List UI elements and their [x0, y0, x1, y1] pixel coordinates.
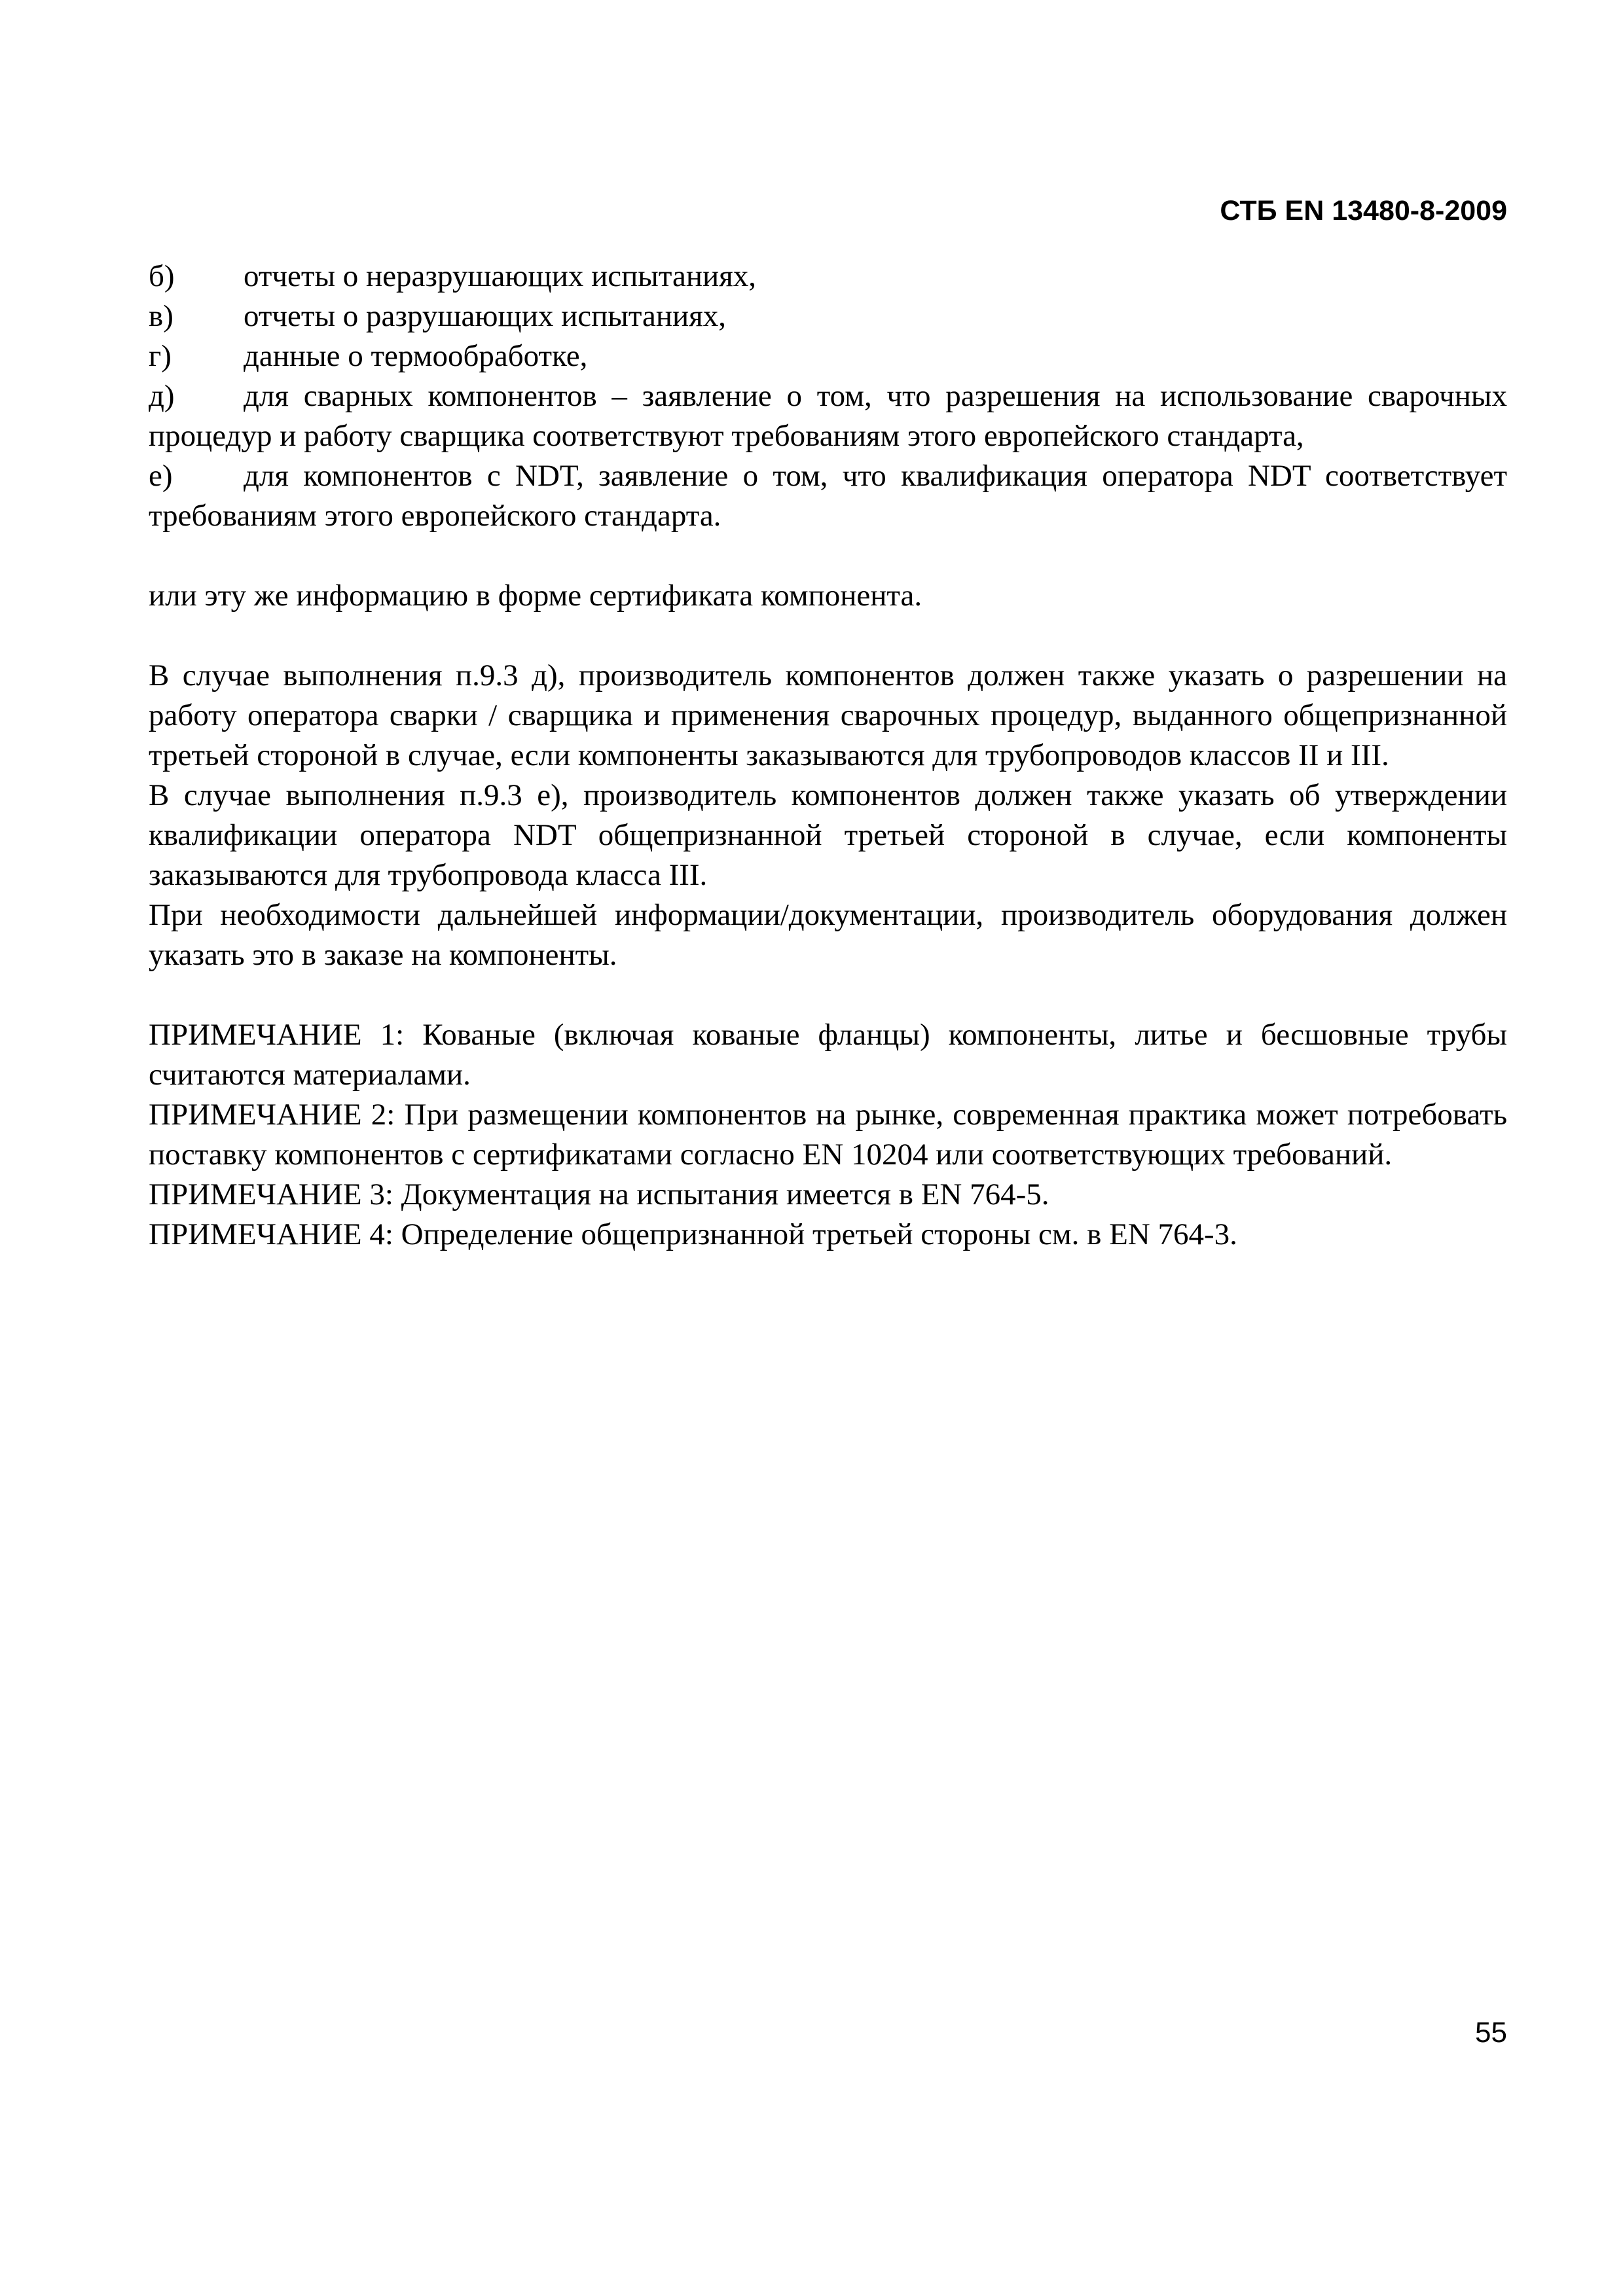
list-text: для компонентов с NDT, заявление о том, что квалификация оператора NDT соответствует требованиям этого европейского стандарта.: [149, 459, 1507, 533]
paragraph-documentation: При необходимости дальнейшей информации/документации, производитель оборудования должен указать это в заказе на компоненты.: [149, 898, 1507, 972]
list-marker: б): [149, 259, 175, 293]
note-3: ПРИМЕЧАНИЕ 3: Документация на испытания имеется в EN 764-5.: [149, 1177, 1049, 1211]
list-item: [149, 257, 1507, 296]
alternative-paragraph: или эту же информацию в форме сертификата компонента.: [149, 579, 922, 613]
note-1: ПРИМЕЧАНИЕ 1: Кованые (включая кованые фланцы) компоненты, литье и бесшовные трубы считаются материалами.: [149, 1018, 1507, 1092]
paragraph-ndt: В случае выполнения п.9.3 е), производитель компонентов должен также указать об утверждении квалификации оператора NDT общепризнанной третьей стороной в случае, если компоненты заказываются для трубопровода класса III.: [149, 778, 1507, 892]
list-item: [149, 296, 1507, 336]
spacer: [149, 616, 1507, 656]
page-content: [149, 257, 1507, 1255]
list-text: отчеты о неразрушающих испытаниях,: [244, 259, 757, 293]
list-text: данные о термообработке,: [244, 339, 588, 373]
document-code: СТБ EN 13480-8-2009: [1220, 195, 1507, 226]
list-text: отчеты о разрушающих испытаниях,: [244, 299, 726, 333]
list-marker: в): [149, 299, 173, 333]
note-4: ПРИМЕЧАНИЕ 4: Определение общепризнанной третьей стороны см. в EN 764-3.: [149, 1217, 1237, 1251]
list-item: [149, 456, 1507, 536]
page-number: 55: [1475, 2017, 1507, 2049]
spacer: [149, 975, 1507, 1015]
spacer: [149, 536, 1507, 576]
note-2: ПРИМЕЧАНИЕ 2: При размещении компонентов на рынке, современная практика может потребовать поставку компонентов с сертификатами согласно EN 10204 или соответствующих требований.: [149, 1098, 1507, 1172]
paragraph-welding: В случае выполнения п.9.3 д), производитель компонентов должен также указать о разрешении на работу оператора сварки / сварщика и применения сварочных процедур, выданного общепризнанной третьей стороной в случае, если компоненты заказываются для трубопроводов классов II и III.: [149, 658, 1507, 772]
list-text: для сварных компонентов – заявление о том, что разрешения на использование сварочных процедур и работу сварщика соответствуют требованиям этого европейского стандарта,: [149, 379, 1507, 453]
list-marker: д): [149, 379, 175, 413]
list-item: [149, 336, 1507, 376]
list-marker: е): [149, 459, 173, 493]
list-marker: г): [149, 339, 172, 373]
list-item: [149, 376, 1507, 456]
